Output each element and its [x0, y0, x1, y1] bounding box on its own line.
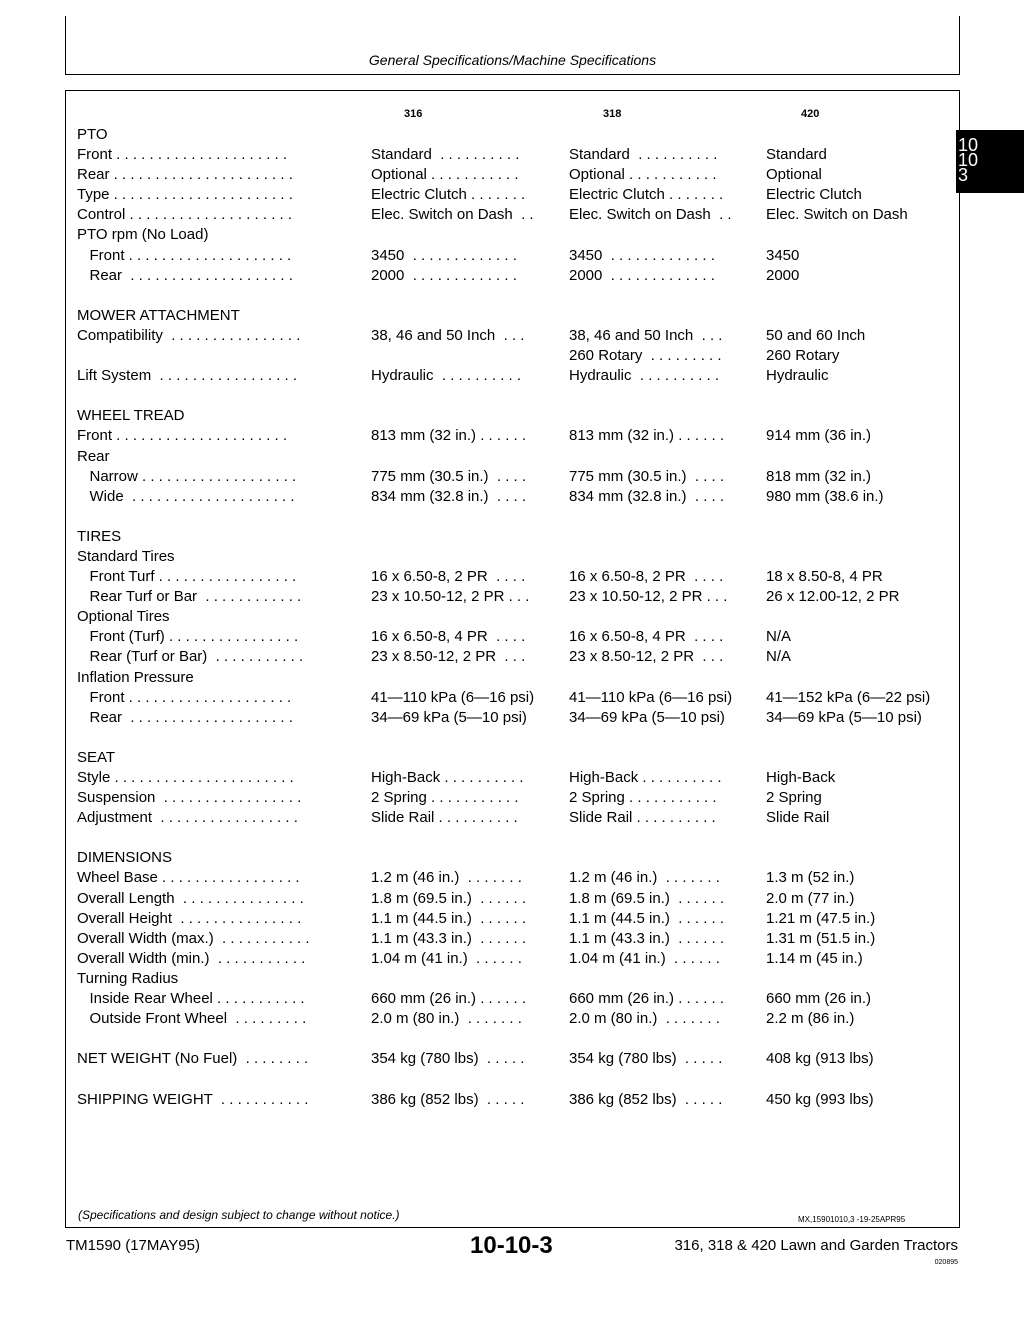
spec-value-420: 18 x 8.50-8, 4 PR — [766, 568, 883, 586]
spec-row — [77, 788, 977, 808]
spec-value-318: 1.1 m (43.3 in.) . . . . . . — [569, 929, 725, 947]
spec-row — [77, 627, 977, 647]
spec-label: Wheel Base . . . . . . . . . . . . . . . . . — [77, 869, 300, 887]
spec-label: PTO — [77, 126, 108, 143]
section-tab-line: 3 — [958, 165, 969, 185]
spec-label: MOWER ATTACHMENT — [77, 306, 240, 324]
column-header-318: 318 — [603, 108, 622, 120]
spec-value-316: 1.04 m (41 in.) . . . . . . — [371, 949, 522, 967]
spec-row — [77, 768, 977, 788]
spec-row — [77, 1069, 977, 1089]
spec-value-316: Optional . . . . . . . . . . . — [371, 166, 519, 184]
spec-value-318: 2 Spring . . . . . . . . . . . — [569, 789, 717, 807]
spec-value-318: 16 x 6.50-8, 4 PR . . . . — [569, 628, 724, 646]
spec-row — [77, 949, 977, 969]
footer-code: 020895 — [934, 1259, 958, 1266]
spec-row — [77, 668, 977, 688]
spec-label: Front . . . . . . . . . . . . . . . . . . . . — [77, 246, 292, 264]
spec-row — [77, 929, 977, 949]
spec-label: Inflation Pressure — [77, 668, 194, 686]
spec-value-318: 775 mm (30.5 in.) . . . . — [569, 467, 725, 485]
spec-value-318: 1.8 m (69.5 in.) . . . . . . — [569, 889, 725, 907]
spec-value-318: 23 x 8.50-12, 2 PR . . . — [569, 648, 724, 666]
spec-value-420: 50 and 60 Inch — [766, 326, 866, 344]
spec-value-420: 3450 — [766, 246, 800, 264]
spec-value-420: N/A — [766, 628, 792, 646]
spec-value-316: 354 kg (780 lbs) . . . . . — [371, 1050, 525, 1068]
spec-value-318: 1.2 m (46 in.) . . . . . . . — [569, 869, 720, 887]
spec-row — [77, 326, 977, 346]
spec-value-420: 660 mm (26 in.) — [766, 990, 872, 1008]
spec-label: Front . . . . . . . . . . . . . . . . . . . . . — [77, 427, 288, 445]
spec-label: Style . . . . . . . . . . . . . . . . . . . . . . — [77, 769, 294, 786]
spec-value-420: 450 kg (993 lbs) — [766, 1090, 874, 1108]
spec-row — [77, 808, 977, 828]
spec-value-316: 386 kg (852 lbs) . . . . . — [371, 1090, 525, 1108]
spec-row — [77, 1029, 977, 1049]
spec-label: Rear — [77, 447, 110, 465]
spec-label: Rear (Turf or Bar) . . . . . . . . . . . — [77, 648, 304, 666]
spec-label: Front Turf . . . . . . . . . . . . . . . . . — [77, 568, 297, 586]
spec-value-420: 1.31 m (51.5 in.) — [766, 929, 876, 947]
spec-label: Type . . . . . . . . . . . . . . . . . . . . . . — [77, 186, 293, 204]
spec-value-318: 2.0 m (80 in.) . . . . . . . — [569, 1010, 720, 1028]
spec-value-420: 1.3 m (52 in.) — [766, 869, 855, 887]
spec-row — [77, 567, 977, 587]
spec-value-318: 41—110 kPa (6—16 psi) — [569, 688, 733, 706]
spec-label: Narrow . . . . . . . . . . . . . . . . . . . — [77, 467, 297, 485]
spec-label: Outside Front Wheel . . . . . . . . . — [77, 1010, 307, 1028]
spec-value-420: 408 kg (913 lbs) — [766, 1050, 874, 1068]
header-frame — [65, 16, 960, 75]
spec-row — [77, 828, 977, 848]
spec-value-318: 834 mm (32.8 in.) . . . . — [569, 487, 725, 505]
spec-value-318: 16 x 6.50-8, 2 PR . . . . — [569, 568, 724, 586]
spec-label: Compatibility . . . . . . . . . . . . . . . . — [77, 326, 301, 344]
spec-row — [77, 447, 977, 467]
spec-value-420: 980 mm (38.6 in.) — [766, 487, 884, 505]
spec-value-420: 818 mm (32 in.) — [766, 467, 872, 485]
spec-label: Rear Turf or Bar . . . . . . . . . . . . — [77, 588, 302, 606]
spec-value-318: 1.04 m (41 in.) . . . . . . — [569, 949, 720, 967]
spec-value-420: 2000 — [766, 266, 800, 284]
spec-value-316: 3450 . . . . . . . . . . . . . — [371, 246, 517, 264]
spec-value-420: Optional — [766, 166, 822, 184]
spec-value-316: 813 mm (32 in.) . . . . . . — [371, 427, 527, 445]
spec-value-318: 34—69 kPa (5—10 psi) — [569, 708, 725, 726]
spec-value-316: Hydraulic . . . . . . . . . . — [371, 367, 522, 385]
spec-value-420: Elec. Switch on Dash — [766, 206, 908, 224]
spec-row — [77, 868, 977, 888]
spec-value-420: Electric Clutch — [766, 186, 862, 204]
spec-row — [77, 306, 977, 326]
spec-label: Overall Height . . . . . . . . . . . . . . . — [77, 909, 302, 927]
spec-label: SHIPPING WEIGHT . . . . . . . . . . . — [77, 1090, 309, 1108]
spec-row — [77, 266, 977, 286]
spec-label: Front . . . . . . . . . . . . . . . . . . . . . — [77, 146, 288, 164]
spec-value-420: 2 Spring — [766, 789, 822, 807]
spec-value-316: Electric Clutch . . . . . . . — [371, 186, 526, 204]
spec-label: Rear . . . . . . . . . . . . . . . . . . . . . . — [77, 166, 293, 184]
spec-label: Rear . . . . . . . . . . . . . . . . . . . . — [77, 708, 293, 726]
spec-row — [77, 1009, 977, 1029]
spec-row — [77, 969, 977, 989]
spec-value-316: 775 mm (30.5 in.) . . . . — [371, 467, 527, 485]
spec-row — [77, 909, 977, 929]
spec-value-316: 2 Spring . . . . . . . . . . . — [371, 789, 519, 807]
spec-value-318: Electric Clutch . . . . . . . — [569, 186, 724, 204]
spec-value-318: 38, 46 and 50 Inch . . . — [569, 326, 723, 344]
spec-row — [77, 467, 977, 487]
spec-value-420: 914 mm (36 in.) — [766, 427, 872, 445]
spec-value-420: 2.2 m (86 in.) — [766, 1010, 855, 1028]
spec-label: Overall Width (max.) . . . . . . . . . . . — [77, 929, 310, 947]
spec-value-420: 34—69 kPa (5—10 psi) — [766, 708, 922, 726]
spec-value-318: 2000 . . . . . . . . . . . . . — [569, 266, 715, 284]
spec-row — [77, 426, 977, 446]
document-code: MX,15901010,3 -19-25APR95 — [798, 1215, 906, 1224]
spec-value-318: 660 mm (26 in.) . . . . . . — [569, 990, 725, 1008]
spec-row — [77, 145, 977, 165]
spec-row — [77, 607, 977, 627]
spec-value-420: Standard — [766, 146, 827, 164]
spec-value-316: 23 x 8.50-12, 2 PR . . . — [371, 648, 526, 666]
spec-row — [77, 1090, 977, 1110]
spec-label: DIMENSIONS — [77, 849, 173, 867]
spec-label: Overall Length . . . . . . . . . . . . . . . — [77, 889, 304, 907]
spec-value-318: 813 mm (32 in.) . . . . . . — [569, 427, 725, 445]
spec-label: Inside Rear Wheel . . . . . . . . . . . — [77, 990, 305, 1008]
spec-row — [77, 205, 977, 225]
spec-label: Lift System . . . . . . . . . . . . . . . . . — [77, 367, 298, 385]
spec-value-318: 260 Rotary . . . . . . . . . — [569, 347, 722, 365]
spec-value-420: Slide Rail — [766, 809, 830, 827]
spec-value-420: Hydraulic — [766, 367, 829, 385]
spec-value-318: Hydraulic . . . . . . . . . . — [569, 367, 720, 385]
spec-value-318: 354 kg (780 lbs) . . . . . — [569, 1050, 723, 1068]
spec-value-316: 34—69 kPa (5—10 psi) — [371, 708, 527, 726]
spec-value-318: Slide Rail . . . . . . . . . . — [569, 809, 716, 827]
page-number: 10-10-3 — [470, 1232, 553, 1259]
spec-row — [77, 748, 977, 768]
spec-label: Suspension . . . . . . . . . . . . . . . . . — [77, 789, 302, 807]
spec-label: Rear . . . . . . . . . . . . . . . . . . . . — [77, 266, 293, 284]
spec-row — [77, 406, 977, 426]
spec-row — [77, 848, 977, 868]
spec-label: WHEEL TREAD — [77, 407, 185, 425]
spec-value-316: 1.1 m (43.3 in.) . . . . . . — [371, 929, 527, 947]
spec-value-318: 3450 . . . . . . . . . . . . . — [569, 246, 715, 264]
spec-value-318: Optional . . . . . . . . . . . — [569, 166, 717, 184]
manual-id: TM1590 (17MAY95) — [66, 1237, 200, 1254]
section-tab-line: 10 — [958, 135, 979, 155]
spec-row — [77, 587, 977, 607]
spec-value-420: 2.0 m (77 in.) — [766, 889, 855, 907]
spec-label: SEAT — [77, 748, 116, 766]
spec-label: Standard Tires — [77, 547, 175, 565]
spec-value-316: 1.8 m (69.5 in.) . . . . . . — [371, 889, 527, 907]
spec-label: Wide . . . . . . . . . . . . . . . . . . . . — [77, 487, 295, 505]
spec-value-316: 1.1 m (44.5 in.) . . . . . . — [371, 909, 527, 927]
spec-row — [77, 507, 977, 527]
spec-value-316: High-Back . . . . . . . . . . — [371, 769, 524, 786]
spec-value-420: 26 x 12.00-12, 2 PR — [766, 588, 900, 606]
spec-value-316: 23 x 10.50-12, 2 PR . . . — [371, 588, 530, 606]
spec-label: Control . . . . . . . . . . . . . . . . . . . . — [77, 206, 293, 224]
spec-row — [77, 889, 977, 909]
column-header-420: 420 — [801, 108, 820, 120]
spec-label: TIRES — [77, 527, 122, 545]
spec-row — [77, 547, 977, 567]
spec-row — [77, 728, 977, 748]
spec-label: Front . . . . . . . . . . . . . . . . . . . . — [77, 688, 292, 706]
spec-value-318: 23 x 10.50-12, 2 PR . . . — [569, 588, 728, 606]
specifications-table — [77, 125, 977, 1110]
spec-label: Front (Turf) . . . . . . . . . . . . . . . . — [77, 628, 299, 646]
spec-value-316: 2000 . . . . . . . . . . . . . — [371, 266, 517, 284]
spec-value-420: 1.14 m (45 in.) — [766, 949, 863, 967]
spec-value-316: 16 x 6.50-8, 4 PR . . . . — [371, 628, 526, 646]
spec-value-316: 1.2 m (46 in.) . . . . . . . — [371, 869, 522, 887]
spec-row — [77, 708, 977, 728]
spec-value-316: 41—110 kPa (6—16 psi) — [371, 688, 535, 706]
spec-row — [77, 487, 977, 507]
spec-row — [77, 225, 977, 245]
spec-value-318: High-Back . . . . . . . . . . — [569, 769, 722, 786]
spec-value-316: Standard . . . . . . . . . . — [371, 146, 520, 164]
spec-row — [77, 647, 977, 667]
spec-row — [77, 688, 977, 708]
spec-value-420: 260 Rotary — [766, 347, 840, 365]
spec-label: Turning Radius — [77, 969, 179, 987]
spec-value-316: Elec. Switch on Dash . . — [371, 206, 534, 224]
spec-value-316: 16 x 6.50-8, 2 PR . . . . — [371, 568, 526, 586]
spec-value-318: Elec. Switch on Dash . . — [569, 206, 732, 224]
spec-row — [77, 346, 977, 366]
section-tab-line: 10 — [958, 150, 979, 170]
spec-value-420: High-Back — [766, 769, 836, 786]
spec-value-316: 660 mm (26 in.) . . . . . . — [371, 990, 527, 1008]
spec-row — [77, 286, 977, 306]
column-header-316: 316 — [404, 108, 423, 120]
spec-value-316: 38, 46 and 50 Inch . . . — [371, 326, 525, 344]
spec-label: NET WEIGHT (No Fuel) . . . . . . . . — [77, 1050, 309, 1068]
page-header-title: General Specifications/Machine Specifications — [368, 52, 657, 68]
spec-value-420: 41—152 kPa (6—22 psi) — [766, 688, 931, 706]
spec-row — [77, 989, 977, 1009]
spec-value-316: 2.0 m (80 in.) . . . . . . . — [371, 1010, 522, 1028]
spec-row — [77, 366, 977, 386]
spec-row — [77, 165, 977, 185]
spec-value-318: 1.1 m (44.5 in.) . . . . . . — [569, 909, 725, 927]
spec-value-316: 834 mm (32.8 in.) . . . . — [371, 487, 527, 505]
spec-value-318: Standard . . . . . . . . . . — [569, 146, 718, 164]
footnote: (Specifications and design subject to change without notice.) — [78, 1208, 400, 1222]
spec-value-420: N/A — [766, 648, 792, 666]
spec-label: Adjustment . . . . . . . . . . . . . . . . . — [77, 809, 298, 827]
spec-row — [77, 125, 977, 145]
spec-label: Optional Tires — [77, 608, 170, 626]
spec-row — [77, 386, 977, 406]
spec-value-420: 1.21 m (47.5 in.) — [766, 909, 876, 927]
spec-row — [77, 1049, 977, 1069]
spec-label: Overall Width (min.) . . . . . . . . . . . — [77, 949, 306, 967]
spec-row — [77, 527, 977, 547]
footer-models: 316, 318 & 420 Lawn and Garden Tractors — [674, 1237, 958, 1254]
spec-row — [77, 185, 977, 205]
spec-label: PTO rpm (No Load) — [77, 226, 209, 244]
spec-row — [77, 246, 977, 266]
spec-value-316: Slide Rail . . . . . . . . . . — [371, 809, 518, 827]
spec-value-318: 386 kg (852 lbs) . . . . . — [569, 1090, 723, 1108]
